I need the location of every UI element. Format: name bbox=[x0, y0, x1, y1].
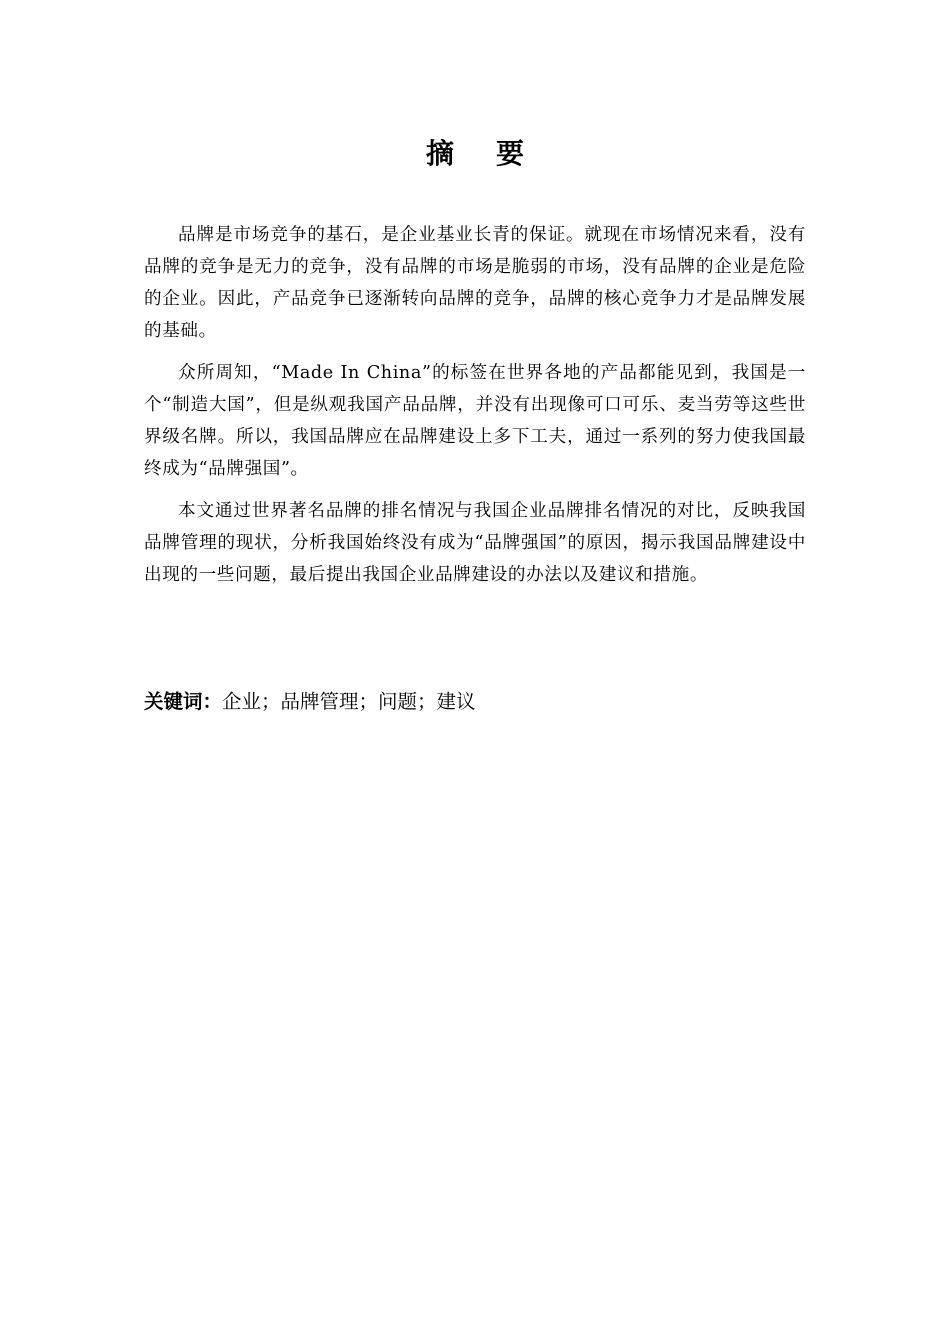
abstract-paragraph-2: 众所周知，“Made In China”的标签在世界各地的产品都能见到，我国是一个“制造大国”，但是纵观我国产品品牌，并没有出现像可口可乐、麦当劳等这些世界级名牌。所以，我国品牌应在品牌建设上多下工夫，通过一系列的努力使我国最终成为“品牌强国”。 bbox=[144, 363, 806, 479]
keywords-line bbox=[144, 686, 806, 718]
abstract-paragraph-3: 本文通过世界著名品牌的排名情况与我国企业品牌排名情况的对比，反映我国品牌管理的现状，分析我国始终没有成为“品牌强国”的原因，揭示我国品牌建设中出现的一些问题，最后提出我国企业品牌建设的办法以及建议和措施。 bbox=[144, 501, 806, 585]
keywords-label: 关键词： bbox=[144, 690, 223, 713]
abstract-title-part2: 要 bbox=[496, 137, 525, 170]
abstract-title-part1: 摘 bbox=[425, 137, 454, 170]
abstract-paragraph-1: 品牌是市场竞争的基石，是企业基业长青的保证。就现在市场情况来看，没有品牌的竞争是无力的竞争，没有品牌的市场是脆弱的市场，没有品牌的企业是危险的企业。因此，产品竞争已逐渐转向品牌的竞争，品牌的核心竞争力才是品牌发展的基础。 bbox=[144, 225, 806, 341]
abstract-title bbox=[0, 134, 950, 174]
keywords-value: 企业；品牌管理；问题；建议 bbox=[222, 690, 476, 713]
abstract-body bbox=[144, 219, 806, 601]
